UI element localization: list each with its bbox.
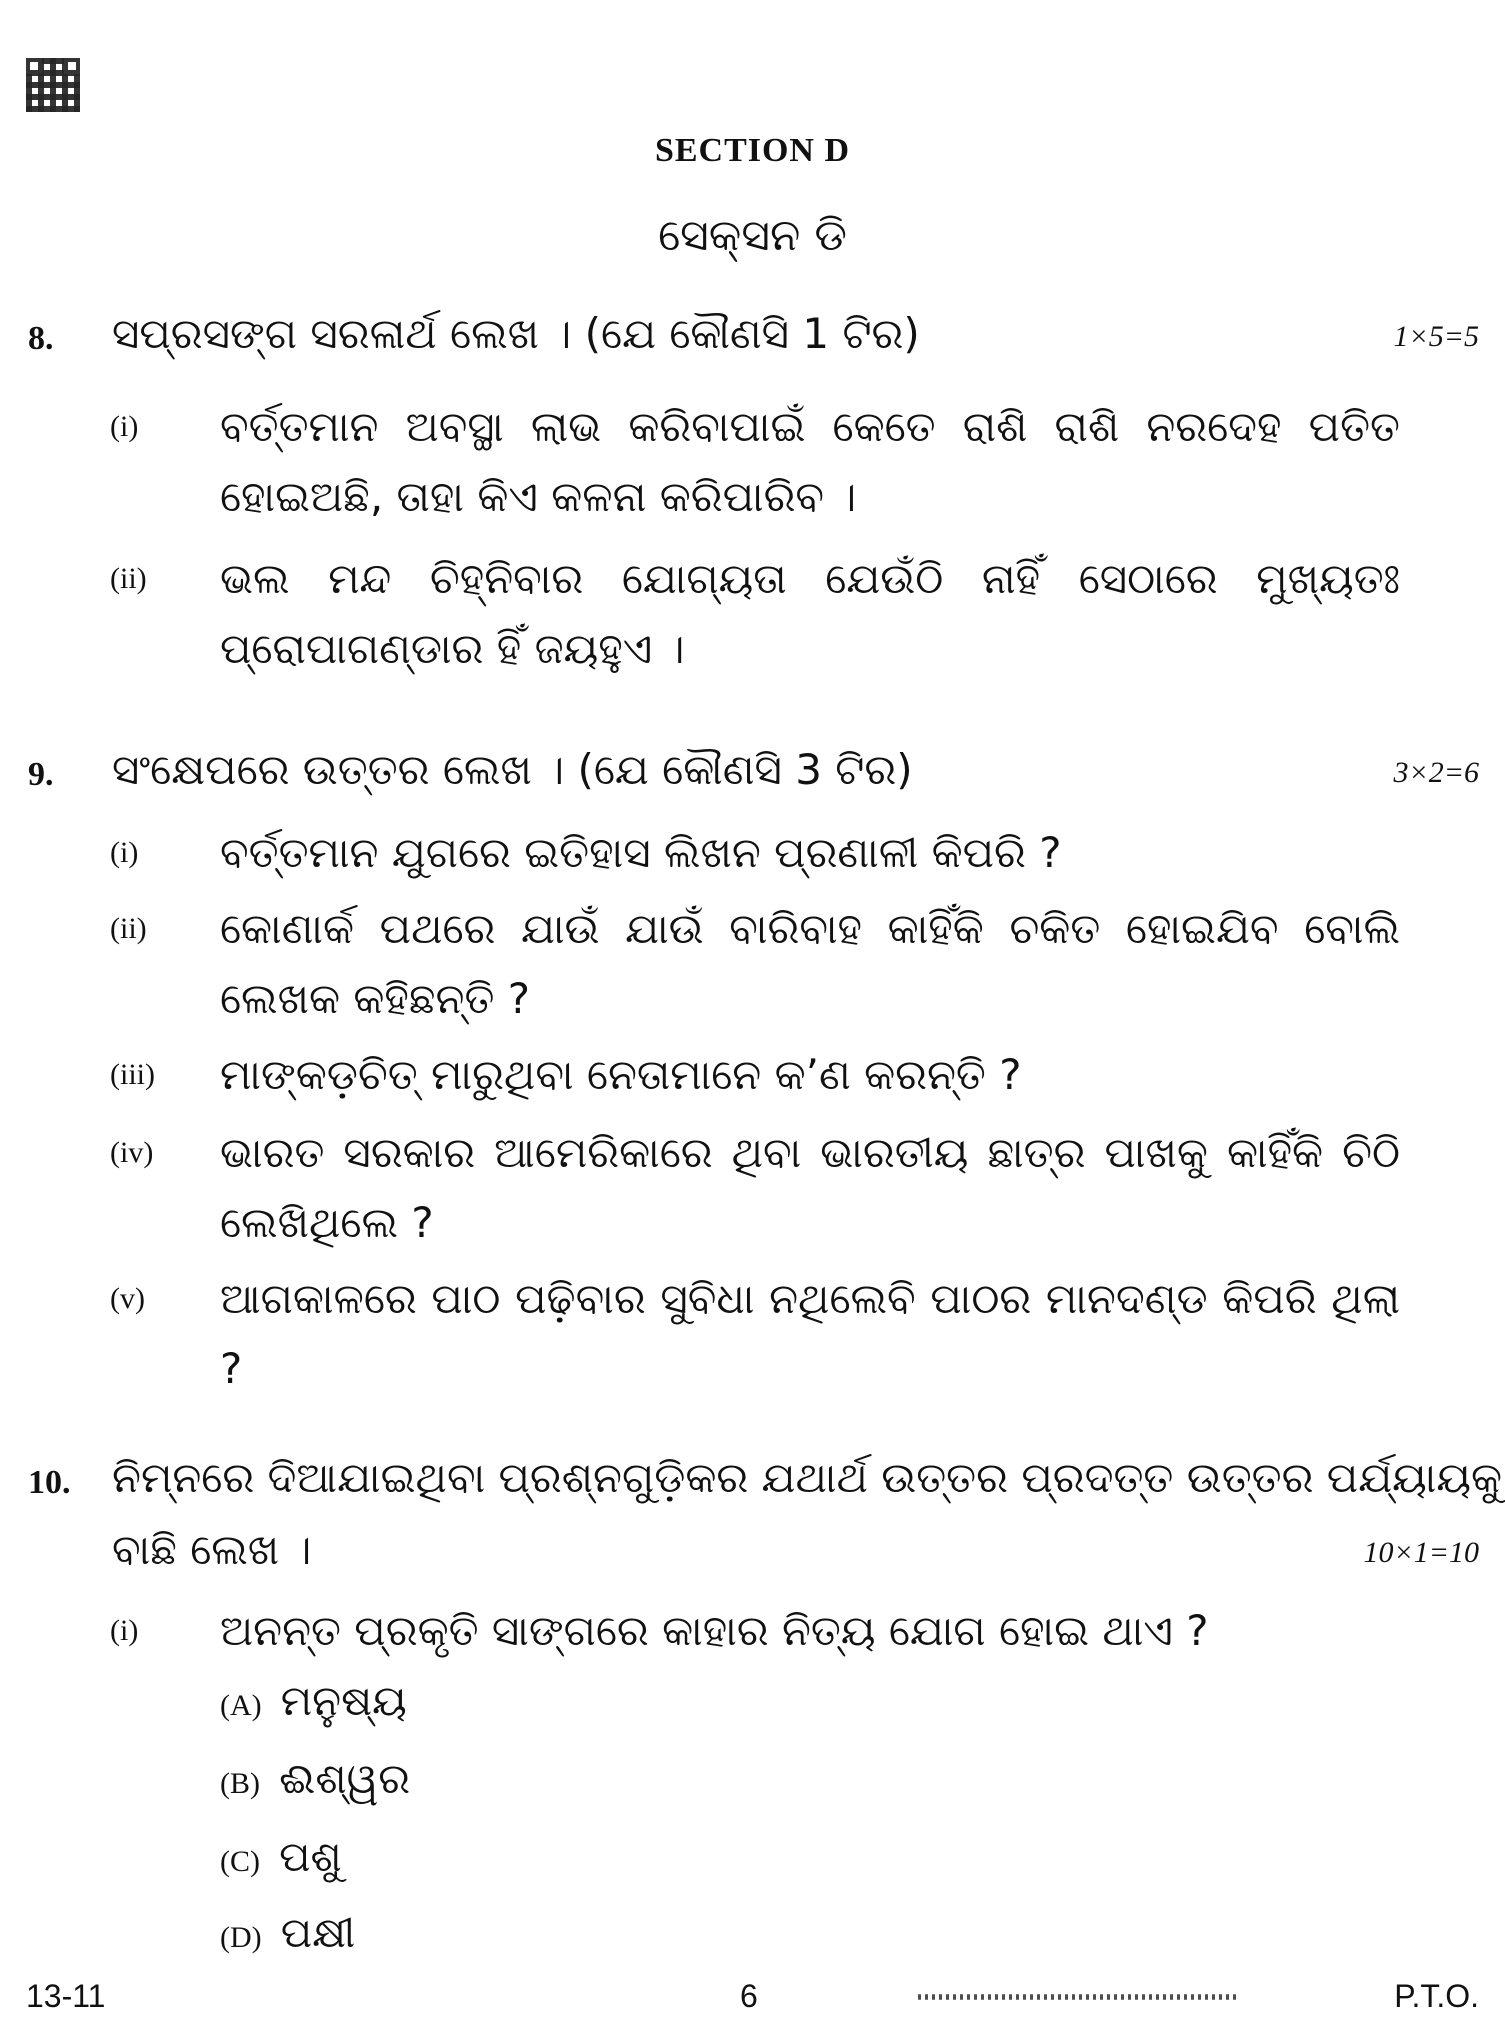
question-text-line-2: ବାଛି ଲେଖ । — [112, 1525, 312, 1574]
question-text: ସଂକ୍ଷେପରେ ଉତ୍ତର ଲେଖ । (ଯେ କୌଣସି 3 ଟିର) — [112, 745, 913, 794]
part-text: ଆଗକାଳରେ ପାଠ ପଢ଼ିବାର ସୁବିଧା ନଥିଲେବି ପାଠର ମାନଦଣ୍ଡ କିପରି ଥିଲା ? — [220, 1274, 1400, 1393]
part-label: (iii) — [110, 1058, 155, 1091]
option-text: ପକ୍ଷୀ — [280, 1908, 356, 1957]
option-d — [220, 1908, 355, 1958]
part-label: (i) — [110, 1614, 139, 1647]
option-a — [220, 1676, 407, 1726]
option-text: ଈଶ୍ୱର — [279, 1754, 411, 1803]
pto-label: P.T.O. — [1394, 1978, 1479, 2014]
option-text: ପଶୁ — [279, 1832, 342, 1881]
section-title: SECTION D — [654, 132, 851, 169]
option-label: (D) — [220, 1921, 262, 1954]
part-label: (iv) — [110, 1136, 154, 1169]
question-number: 9. — [28, 756, 54, 793]
question-text: ସପ୍ରସଙ୍ଗ ସରଳାର୍ଥ ଲେଖ । (ଯେ କୌଣସି 1 ଟିର) — [112, 309, 920, 358]
question-text-line-1: ନିମ୍ନରେ ଦିଆଯାଇଥିବା ପ୍ରଶ୍ନଗୁଡ଼ିକର ଯଥାର୍ଥ ଉତ୍ତର ପ୍ରଦତ୍ତ ଉତ୍ତର ପର୍ଯ୍ୟାୟକୁ — [112, 1453, 1503, 1502]
part-label: (v) — [110, 1282, 145, 1315]
wavy-line-decoration — [918, 1990, 1238, 2004]
page-number: 6 — [740, 1978, 758, 2014]
part-text: ଅନନ୍ତ ପ୍ରକୃତି ସାଙ୍ଗରେ କାହାର ନିତ୍ୟ ଯୋଗ ହୋଇ ଥାଏ ? — [220, 1606, 1209, 1655]
option-label: (C) — [220, 1845, 260, 1878]
option-c — [220, 1832, 342, 1882]
qr-code — [26, 58, 80, 112]
part-text: ବର୍ତ୍ତମାନ ଅବସ୍ଥା ଲାଭ କରିବାପାଇଁ କେତେ ରାଶି ରାଶି ନରଦେହ ପତିତ ହୋଇଅଛି, ତାହା କିଏ କଳନା କରିପାରିବ । — [220, 402, 1400, 521]
part-text: କୋଣାର୍କ ପଥରେ ଯାଉଁ ଯାଉଁ ବାରିବାହ କାହିଁକି ଚକିତ ହୋଇଯିବ ବୋଲି ଲେଖକ କହିଛନ୍ତି ? — [220, 904, 1400, 1023]
option-label: (A) — [220, 1689, 262, 1722]
question-marks: 3×2=6 — [1393, 756, 1479, 789]
paper-code: 13-11 — [26, 1978, 106, 2014]
part-text: ଭଲ ମନ୍ଦ ଚିହ୍ନିବାର ଯୋଗ୍ୟତା ଯେଉଁଠି ନାହିଁ ସେଠାରେ ମୁଖ୍ୟତଃ ପ୍ରୋପାଗଣ୍ଡାର ହିଁ ଜୟହୁଏ । — [220, 554, 1400, 673]
part-label: (ii) — [110, 912, 147, 945]
part-label: (i) — [110, 410, 139, 443]
option-text: ମନୁଷ୍ୟ — [280, 1676, 407, 1725]
question-number: 8. — [28, 320, 54, 357]
part-text: ମାଙ୍କଡ଼ଚିତ୍ ମାରୁଥିବା ନେତାମାନେ କ’ଣ କରନ୍ତି ? — [220, 1050, 1022, 1099]
part-label: (ii) — [110, 562, 147, 595]
part-text: ବର୍ତ୍ତମାନ ଯୁଗରେ ଇତିହାସ ଲିଖନ ପ୍ରଣାଳୀ କିପରି ? — [220, 828, 1062, 877]
part-label: (i) — [110, 836, 139, 869]
question-marks: 1×5=5 — [1393, 320, 1479, 353]
part-text: ଭାରତ ସରକାର ଆମେରିକାରେ ଥିବା ଭାରତୀୟ ଛାତ୍ର ପାଖକୁ କାହିଁକି ଚିଠି ଲେଖିଥିଲେ ? — [220, 1128, 1400, 1247]
question-marks: 10×1=10 — [1363, 1536, 1479, 1569]
option-label: (B) — [220, 1767, 260, 1800]
section-title-odia: ସେକ୍ସନ ଡି — [658, 210, 847, 261]
option-b — [220, 1754, 410, 1804]
question-number: 10. — [28, 1464, 71, 1501]
